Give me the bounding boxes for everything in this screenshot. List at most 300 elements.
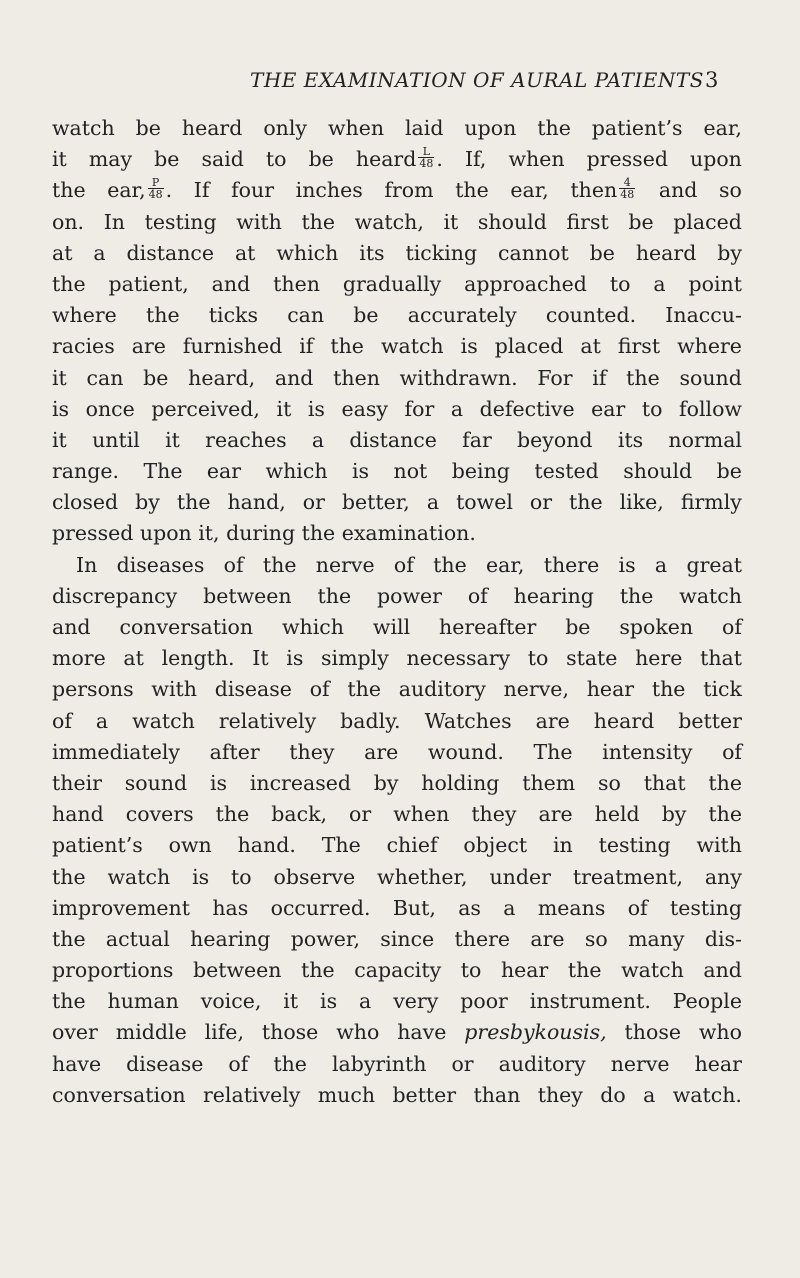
word: which [265,459,328,484]
fraction-denominator: 48 [620,188,635,202]
word: who [698,1020,742,1045]
line-text: pressed upon it, during the examination. [52,521,476,546]
text-line [52,955,742,986]
word: Watches [424,708,512,733]
fraction-denominator: 48 [419,157,434,171]
word: hand, [227,490,286,515]
word: the [176,490,211,515]
word: of [52,708,72,733]
text-line [52,768,742,799]
word: the [273,1051,307,1076]
word: should [623,459,693,484]
word: are [364,739,399,764]
word: furnished [182,334,283,359]
word: better [392,1082,457,1107]
word: to [641,396,663,421]
word: hearing [513,583,594,608]
text-line [52,456,742,487]
word: It [252,646,269,671]
word: the [433,552,467,577]
word: withdrawn. [399,365,518,390]
word: a [450,396,464,421]
word: which [282,615,344,639]
word: People [672,989,742,1014]
word: upon [464,116,517,140]
word: that [700,646,742,671]
word: The [533,739,573,764]
word: tick [703,677,742,702]
fraction-numerator: P [148,177,164,189]
word: the [708,770,742,795]
word: or [302,490,325,515]
word: means [537,895,606,920]
text-line [52,300,742,331]
word: capacity [354,958,442,983]
word: or [349,802,372,827]
word: hear [500,958,549,983]
word: chief [386,833,438,858]
word: much [317,1082,376,1107]
word: follow [679,396,742,421]
word: In [103,209,125,234]
word: only [263,116,307,140]
text-line [52,518,742,549]
word: hand. [237,833,296,858]
word: is [52,396,70,421]
word: hand [52,802,104,827]
word: the [651,677,686,702]
word: are [538,802,573,827]
text-line [52,799,742,830]
text-line [52,706,742,737]
word: its [617,427,644,452]
word: relatively [203,1082,301,1107]
body-text [52,113,742,1111]
word: hear [694,1051,742,1076]
word: is [351,459,370,484]
word: The [143,459,183,484]
text-line [52,581,742,612]
word: of [228,1051,249,1076]
word: object [463,833,528,858]
word: counted. [545,303,637,328]
word: conversation [119,615,254,639]
text-line [52,550,742,581]
word: of [467,583,488,608]
word: disease [214,677,292,702]
word: firmly [680,490,742,515]
word: testing [598,833,671,858]
text-line [52,737,742,768]
word: or [529,490,553,515]
word: the [52,178,86,203]
fraction [148,177,164,200]
word: power [377,583,442,608]
word: are [530,926,565,951]
word: pressed [586,147,668,172]
word: may [88,147,133,172]
word: relatively [218,708,317,733]
word: a [426,490,440,515]
word: ear, [510,178,549,203]
word: But, [392,895,436,920]
word: should [477,209,547,234]
word: have [397,1020,447,1045]
word: immediately [52,739,180,764]
word: The [321,833,361,858]
word: so [719,178,742,203]
word: of [722,739,742,764]
word: they [471,802,517,827]
word: testing [669,895,742,920]
word: watch [621,958,684,983]
word: actual [105,926,170,951]
word: be [135,116,161,140]
word: observe [273,864,356,889]
word: ticking [405,240,478,265]
word: by [135,490,160,515]
word: their [52,770,102,795]
text-line [52,269,742,300]
word: that [643,770,686,795]
word: better [678,708,742,733]
word: far [462,427,492,452]
word: the [146,303,180,328]
text-line [52,1049,742,1080]
word: and [703,958,742,983]
word: the [537,116,571,140]
word: with [236,209,282,234]
word: normal [668,427,742,452]
word: be [565,615,591,639]
word: easy [341,396,388,421]
word: poor [460,989,508,1014]
word: it [52,365,67,390]
word: not [393,459,428,484]
word: life, [204,1020,244,1045]
word: so [584,926,608,951]
word: range. [52,459,119,484]
word: the [626,365,660,390]
word: to [231,864,252,889]
word: For [537,365,573,390]
word: tested [534,459,599,484]
word: defective [479,396,575,421]
word: between [203,583,292,608]
word: human [107,989,179,1014]
word: watch [679,583,742,608]
word: it [52,427,67,452]
word: a [311,427,325,452]
word: over [52,1020,98,1045]
text-line [52,924,742,955]
word: nerve, [503,677,569,702]
word: hereafter [439,615,537,639]
word: of [627,895,648,920]
word: and [658,178,698,203]
word: have [52,1051,102,1076]
word: under [489,864,551,889]
word: ear [591,396,626,421]
word: be [308,147,334,172]
word: if [299,334,314,359]
text-line [52,612,742,643]
word: to [265,147,287,172]
word: presbykousis, [464,1020,607,1045]
word: the [301,958,335,983]
text-line [52,674,742,705]
word: which [276,240,339,265]
word: conversation [52,1082,186,1107]
word: auditory [398,677,486,702]
word: a [654,552,668,577]
word: patient, [108,271,189,296]
text-line [52,363,742,394]
text-line [52,862,742,893]
word: a [93,240,106,265]
word: and [274,365,314,390]
fraction [619,177,635,200]
word: of [722,615,742,639]
word: be [143,365,169,390]
word: where [677,334,742,359]
word: of [223,552,244,577]
word: to [460,958,482,983]
word: ear [206,459,242,484]
word: they [289,739,335,764]
word: back, [271,802,328,827]
word: the [215,802,250,827]
word: watch [380,334,444,359]
word: ear, [107,178,146,203]
word: placed [673,209,742,234]
word: than [473,1082,521,1107]
text-line [52,175,742,206]
word: beyond [517,427,593,452]
word: since [380,926,435,951]
word: by [717,240,742,265]
word: intensity [602,739,693,764]
word: ticks [208,303,258,328]
word: a [643,1082,656,1107]
word: If [193,178,210,203]
word: after [209,739,260,764]
word: its [359,240,385,265]
word: diseases [116,552,205,577]
word: is [320,989,338,1014]
word: a [359,989,372,1014]
word: more [52,646,106,671]
word: once [85,396,135,421]
text-line [52,1017,742,1048]
word: if [592,365,607,390]
word: those [624,1020,681,1045]
word: from [384,178,434,203]
word: a [503,895,516,920]
fraction-numerator: 4 [619,177,635,189]
word: is [460,334,478,359]
word: own [168,833,212,858]
word: when [327,116,385,140]
word: towel [456,490,513,515]
word: instrument. [529,989,651,1014]
word: voice, [200,989,262,1014]
word: be [628,209,654,234]
word: the [619,583,654,608]
word: any [704,864,742,889]
word: better, [341,490,410,515]
word: If, [464,147,487,172]
text-line [52,331,742,362]
word: closed [52,490,119,515]
word: sound [124,770,188,795]
word: who [336,1020,380,1045]
word: occurred. [270,895,371,920]
word: length. [161,646,235,671]
word: so [598,770,621,795]
running-head: THE EXAMINATION OF AURAL PATIENTS [250,68,704,92]
word: by [373,770,399,795]
word: laid [405,116,444,140]
word: racies [52,334,115,359]
word: is [209,770,228,795]
word: watch, [354,209,424,234]
word: the [347,677,381,702]
word: it [276,396,292,421]
word: watch [107,864,171,889]
fraction-denominator: 48 [148,188,163,202]
word: great [686,552,742,577]
word: be [716,459,742,484]
word: and [211,271,251,296]
word: is [192,864,210,889]
word: the [455,178,489,203]
word: very [393,989,439,1014]
word: In [76,552,98,577]
text-line [52,394,742,425]
text-line [52,113,742,144]
word: will [372,615,411,639]
word: heard [181,116,243,140]
word: . [165,178,173,203]
text-line [52,986,742,1017]
word: watch. [672,1082,742,1107]
word: necessary [406,646,511,671]
word: power, [290,926,360,951]
word: reaches [205,427,287,452]
word: heard, [188,365,256,390]
word: the [262,552,297,577]
word: at [123,646,144,671]
word: hear [586,677,635,702]
word: treatment, [572,864,683,889]
word: gradually [342,271,442,296]
word: patient’s [52,833,143,858]
word: when [508,147,565,172]
word: for [404,396,435,421]
text-line [52,207,742,238]
word: can [287,303,325,328]
word: persons [52,677,134,702]
word: of [393,552,414,577]
word: heard [635,240,697,265]
word: as [458,895,481,920]
word: it [52,147,67,172]
word: here [635,646,683,671]
text-line [52,643,742,674]
word: in [552,833,573,858]
word: it [443,209,459,234]
word: placed [494,334,564,359]
word: discrepancy [52,583,178,608]
page-number: 3 [705,68,719,92]
word: first [566,209,609,234]
word: is [618,552,636,577]
word: inches [295,178,363,203]
word: them [522,770,576,795]
word: is [307,396,325,421]
word: distance [126,240,215,265]
word: perceived, [151,396,260,421]
word: dis- [704,926,742,951]
fraction-numerator: L [418,146,434,158]
word: many [628,926,685,951]
word: it [283,989,299,1014]
word: covers [125,802,194,827]
word: at [52,240,73,265]
word: a [95,708,109,733]
word: be [589,240,615,265]
word: the [569,490,603,515]
word: ear, [486,552,525,577]
word: a [653,271,666,296]
word: they [537,1082,583,1107]
word: proportions [52,958,174,983]
word: distance [349,427,437,452]
word: held [594,802,640,827]
word: being [451,459,510,484]
word: simply [321,646,389,671]
word: hearing [190,926,271,951]
word: patient’s [591,116,683,140]
word: do [600,1082,626,1107]
word: whether, [377,864,468,889]
word: heard [593,708,655,733]
word: can [86,365,124,390]
word: has [212,895,249,920]
word: there [454,926,511,951]
word: at [234,240,256,265]
word: to [527,646,549,671]
word: holding [421,770,500,795]
word: be [353,303,379,328]
word: the [52,271,86,296]
word: the [708,802,742,827]
text-line [52,425,742,456]
word: . [436,147,443,172]
word: watch [132,708,195,733]
word: where [52,303,117,328]
text-line [52,1080,742,1111]
word: and [52,615,91,639]
word: badly. [340,708,401,733]
word: then [273,271,320,296]
word: be [154,147,180,172]
word: like, [619,490,664,515]
word: four [231,178,275,203]
word: at [580,334,601,359]
word: are [535,708,570,733]
